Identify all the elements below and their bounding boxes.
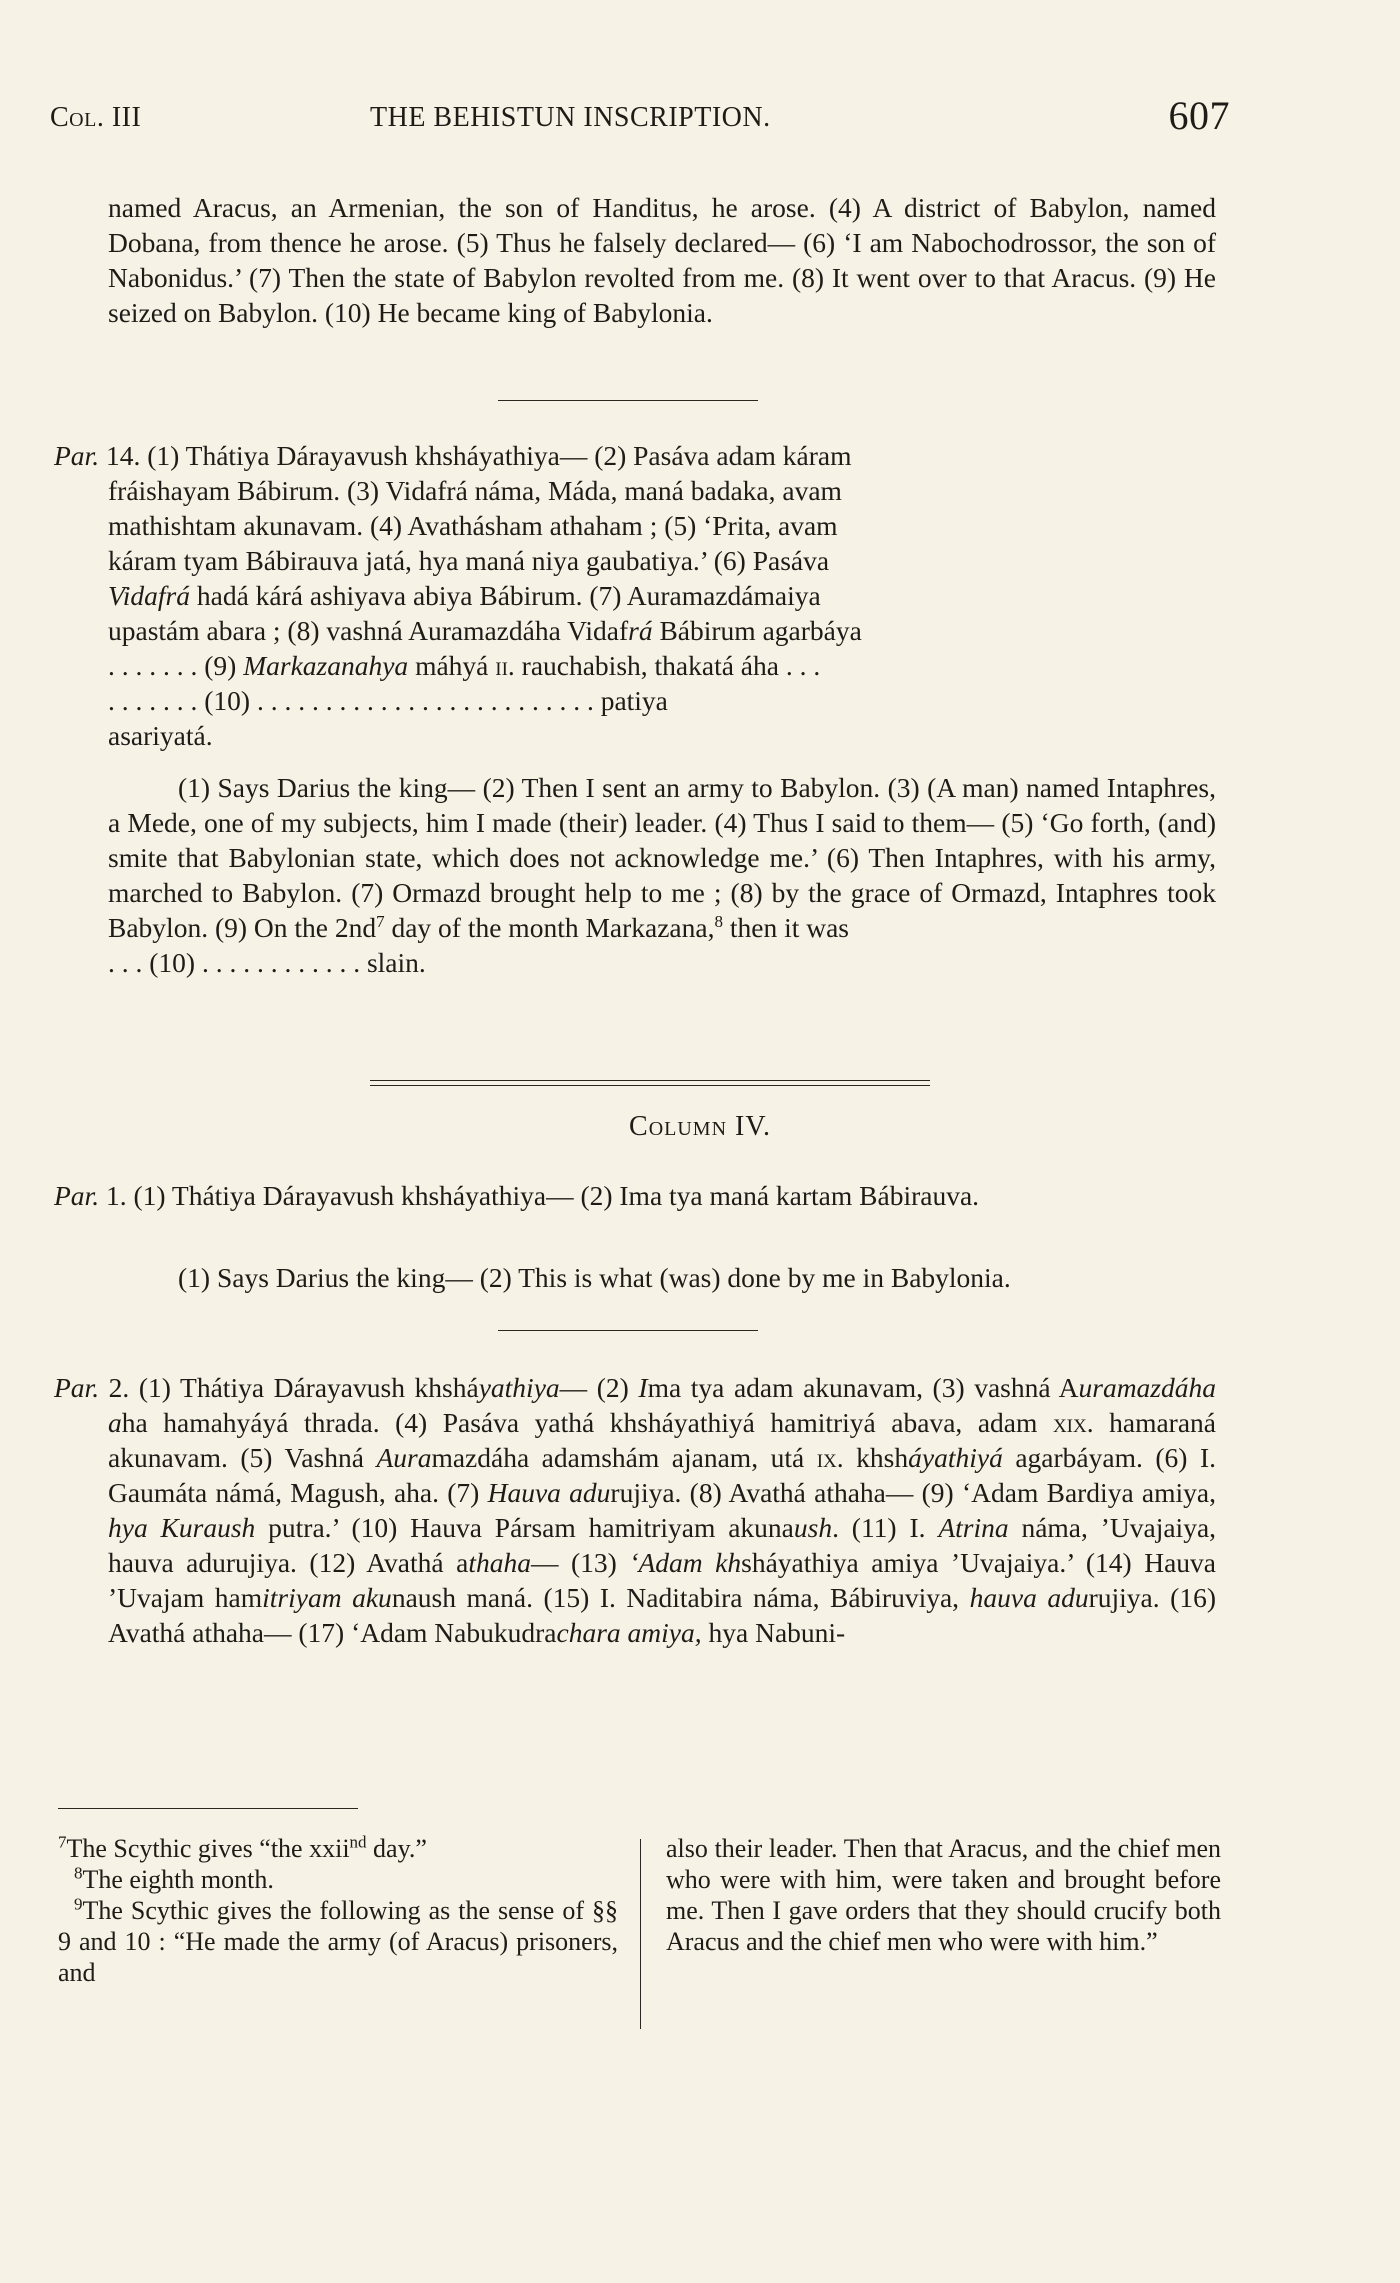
par-14-persian [54,438,1216,753]
persian-line: asariyatá. [108,720,213,751]
par-number: 1. [105,1180,127,1211]
persian-line: fráishayam Bábirum. (3) Vidafrá náma, Máda, maná badaka, avam [108,475,842,506]
section-divider [498,1330,758,1331]
persian-line: káram tyam Bábirauva jatá, hya maná niya gaubatiya.’ (6) Pasáva [108,545,830,576]
page-number: 607 [1168,93,1230,138]
par-number: 14. [105,440,141,471]
par-2-persian: Par. 2. (1) Thátiya Dárayavush khsháyathiya— (2) Ima tya adam akunavam, (3) vashná Auramazdáha aha hamahyáyá thrada. (4) Pasáva yathá khsháyathiyá hamitriyá abava, adam xix. hamaraná akunavam. (5) Vashná Auramazdáha adamshám ajanam, utá ix. khsháyathiyá agarbáyam. (6) I. Gaumáta námá, Magush, aha. (7) Hauva adurujiya. (8) Avathá athaha— (9) ‘Adam Bardiya amiya, hya Kuraush putra.’ (10) Hauva Pársam hamitriyam akunaush. (11) I. Atrina náma, ’Uvajaiya, hauva adurujiya. (12) Avathá athaha— (13) ‘Adam khsháyathiya amiya ’Uvajaiya.’ (14) Hauva ’Uvajam hamitriyam akunaush maná. (15) I. Naditabira náma, Bábiruviya, hauva adurujiya. (16) Avathá athaha— (17) ‘Adam Nabukudrachara amiya, hya Nabuni- [54,1372,1217,1648]
persian-line: (1) Thátiya Dárayavush khsháyathiya— (2) Pasáva adam káram [147,440,852,471]
column-label: Col. III [50,102,142,133]
par-label: Par. [54,1180,100,1211]
persian-line: . . . . . . . (10) . . . . . . . . . . . . . . . . . . . . . . . . . patiya [108,685,668,716]
par-label: Par. [54,440,100,471]
section-divider [498,400,758,401]
par-1-english [108,1260,1216,1295]
footnote-8: $^8$The eighth month. [74,1863,274,1894]
top-paragraph-text: named Aracus, an Armenian, the son of Handitus, he arose. (4) A district of Babylon, named Dobana, from thence he arose. (5) Thus he falsely declared— (6) ‘I am Nabochodrossor, the son of Nabonidus.’ (7) Then the state of Babylon revolted from me. (8) It went over to that Aracus. (9) He seized on Babylon. (10) He became king of Babylonia. [108,192,1216,328]
par-number: 2. [108,1372,130,1403]
running-head [50,92,1230,142]
footnote-column-divider [640,1839,641,2029]
footnotes-left-column [58,1833,618,1988]
column-heading: Column IV. [629,1111,771,1142]
english-translation: (1) Says Darius the king— (2) This is what (was) done by me in Babylonia. [178,1262,1011,1293]
footnotes [58,1832,1221,2033]
footnote-rule [58,1808,358,1809]
par-1-persian [54,1178,1216,1213]
footnote-ref: 7 [376,911,385,931]
footnote-ref: 8 [714,911,723,931]
footnote-7: $^7$The Scythic gives “the xxii$^{nd}$ day.” [58,1832,427,1863]
top-paragraph [108,190,1216,330]
par-14-english [108,770,1216,980]
persian-line: Vidafrá hadá kárá ashiyava abiya Bábirum. (7) Auramazdámaiya [108,580,821,611]
column-divider [370,1080,930,1086]
english-translation: (1) Says Darius the king— (2) Then I sent an army to Babylon. (3) (A man) named Intaphres, a Mede, one of my subjects, him I made (their) leader. (4) Thus I said to them— (5) ‘Go forth, (and) smite that Babylonian state, which does not acknowledge me.’ (6) Then Intaphres, with his army, marched to Babylon. (7) Ormazd brought help to me ; (8) by the grace of Ormazd, Intaphres took Babylon. (9) On the $2nd^7$ day of the month Markazana,$^8$ then it was [108,772,1216,943]
running-title: THE BEHISTUN INSCRIPTION. [370,102,771,133]
footnote-9-continued: also their leader. Then that Aracus, and the chief men who were with him, were taken and brought before me. Then I gave orders that they should crucify both Aracus and the chief men who were with him.” [666,1834,1221,1956]
persian-line: upastám abara ; (8) vashná Auramazdáha Vidafrá Bábirum agarbáya [108,615,862,646]
english-line: . . . (10) . . . . . . . . . . . . slain. [108,947,426,978]
persian-text: (1) Thátiya Dárayavush khsháyathiya— (2) Ima tya maná kartam Bábirauva. [133,1180,980,1211]
persian-line: . . . . . . . (9) Markazanahya máhyá ii. rauchabish, thakatá áha . . . [108,650,821,681]
persian-line: mathishtam akunavam. (4) Avathásham athaham ; (5) ‘Prita, avam [108,510,838,541]
footnote-9: $^9$The Scythic gives the following as the sense of §§ 9 and 10 : “He made the army (of Aracus) prisoners, and [58,1894,618,1987]
par-label: Par. [54,1372,100,1403]
